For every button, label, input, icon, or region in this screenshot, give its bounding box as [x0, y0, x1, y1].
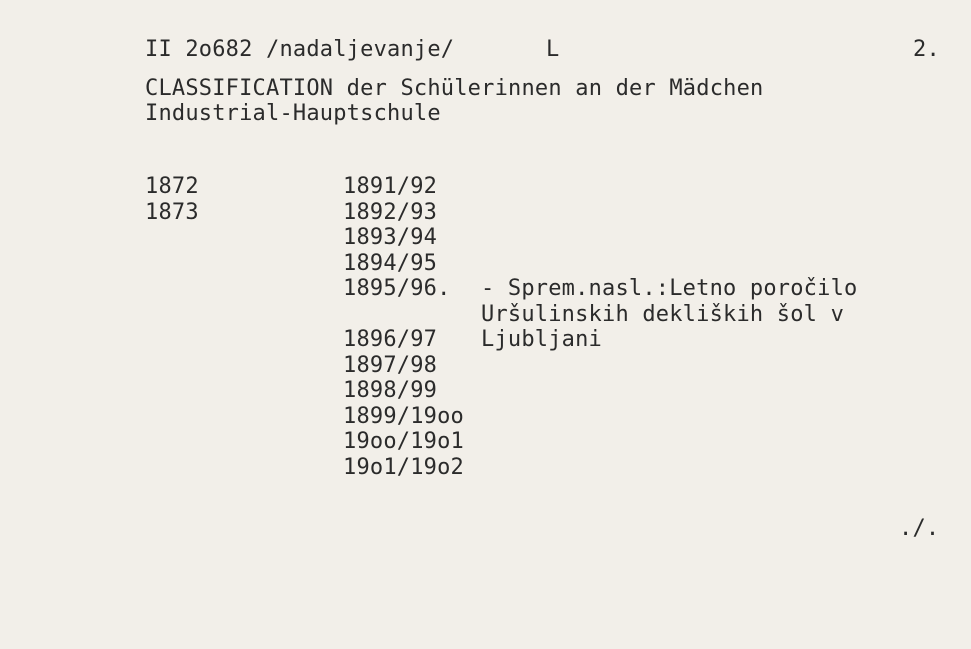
volume-entry: 1892/93	[343, 199, 438, 225]
year-entry: 1873	[145, 199, 199, 225]
volume-entry: 1895/96.	[343, 276, 451, 301]
volume-entry: 1894/95	[343, 250, 438, 276]
volume-entry: 1891/92	[343, 174, 438, 199]
card-page-number: 2.	[913, 37, 940, 62]
volume-entry: 19oo/19o1	[343, 429, 465, 454]
volume-entry: 1897/98	[343, 352, 438, 378]
filing-letter: L	[546, 37, 560, 62]
volume-entry: 1896/97	[343, 327, 438, 352]
years-column	[145, 174, 199, 225]
title-line-2: Industrial-Hauptschule	[145, 101, 441, 126]
reference-number: II 2o682 /nadaljevanje/	[145, 37, 455, 62]
title-change-note	[481, 276, 857, 353]
volume-entry: 1899/19oo	[343, 403, 465, 429]
volume-entry-blank	[343, 302, 464, 328]
volumes-column	[343, 174, 464, 480]
title-line-1: CLASSIFICATION der Schülerinnen an der Mädchen	[145, 76, 764, 101]
volume-entry: 1893/94	[343, 225, 438, 250]
continued-mark: ./.	[899, 516, 940, 541]
note-line-3: Ljubljani	[481, 327, 603, 352]
volume-entry: 19o1/19o2	[343, 454, 465, 480]
note-line-1: - Sprem.nasl.:Letno poročilo	[481, 276, 858, 301]
volume-entry: 1898/99	[343, 378, 438, 403]
note-line-2: Uršulinskih dekliških šol v	[481, 301, 845, 327]
year-entry: 1872	[145, 174, 199, 199]
